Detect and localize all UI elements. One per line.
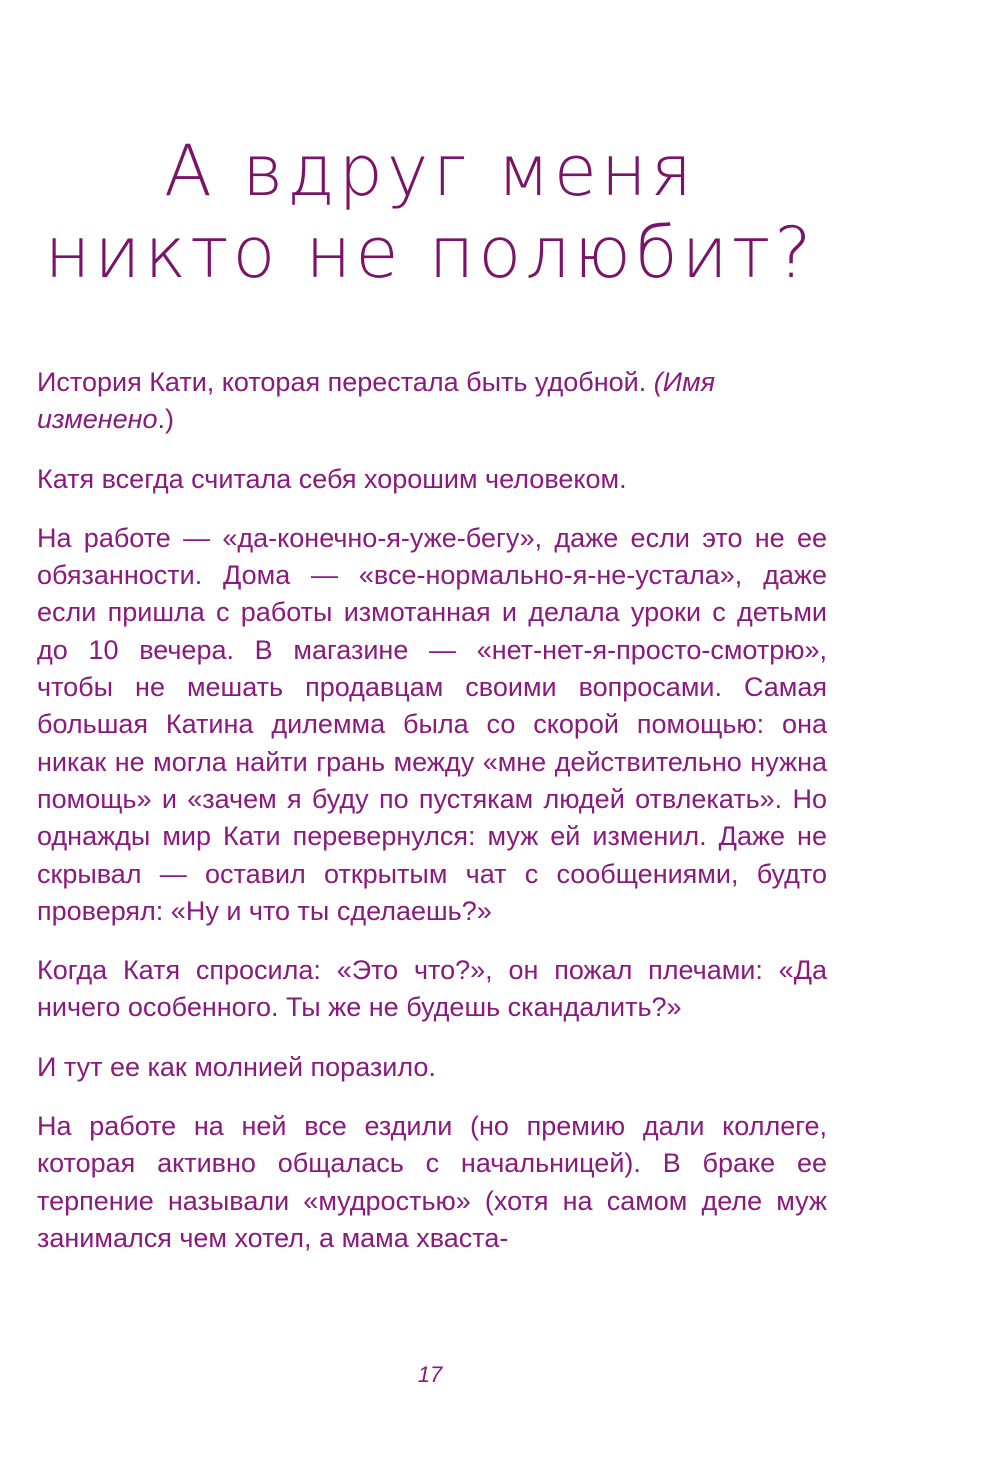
paragraph-intro xyxy=(37,364,827,439)
intro-tail: .) xyxy=(157,404,175,435)
intro-text: История Кати, которая перестала быть удобной. xyxy=(37,367,654,397)
paragraph-4: Когда Катя спросила: «Это что?», он пожал плечами: «Да ничего особенного. Ты же не будешь скандалить?» xyxy=(37,955,827,1023)
paragraph-5: И тут ее как молнией поразило. xyxy=(37,1051,436,1082)
page-title xyxy=(0,130,860,294)
title-line-2: никто не полюбит? xyxy=(44,212,816,294)
body-text xyxy=(37,364,827,1279)
intro-italic-note: (Имя изменено xyxy=(37,367,716,435)
page-number: 17 xyxy=(417,1362,443,1387)
title-line-1: А вдруг меня xyxy=(163,130,697,212)
paragraph-2: Катя всегда считала себя хорошим человеком. xyxy=(37,463,627,494)
paragraph-6: На работе на ней все ездили (но премию дали коллеге, которая активно общалась с начальницей). В браке ее терпение называли «мудростью» (хотя на самом деле муж занимался чем хотел, а мама хваста- xyxy=(37,1111,827,1253)
paragraph-3: На работе — «да-конечно-я-уже-бегу», даже если это не ее обязанности. Дома — «все-нормально-я-не-устала», даже если пришла с работы измотанная и делала уроки с детьми до 10 вечера. В магазине — «нет-нет-я-просто-смотрю», чтобы не мешать продавцам своими вопросами. Самая большая Катина дилемма была со скорой помощью: она никак не могла найти грань между «мне действительно нужна помощь» и «зачем я буду по пустякам людей отвлекать». Но однажды мир Кати перевернулся: муж ей изменил. Даже не скрывал — оставил открытым чат с сообщениями, будто проверял: «Ну и что ты сделаешь?» xyxy=(37,522,827,926)
